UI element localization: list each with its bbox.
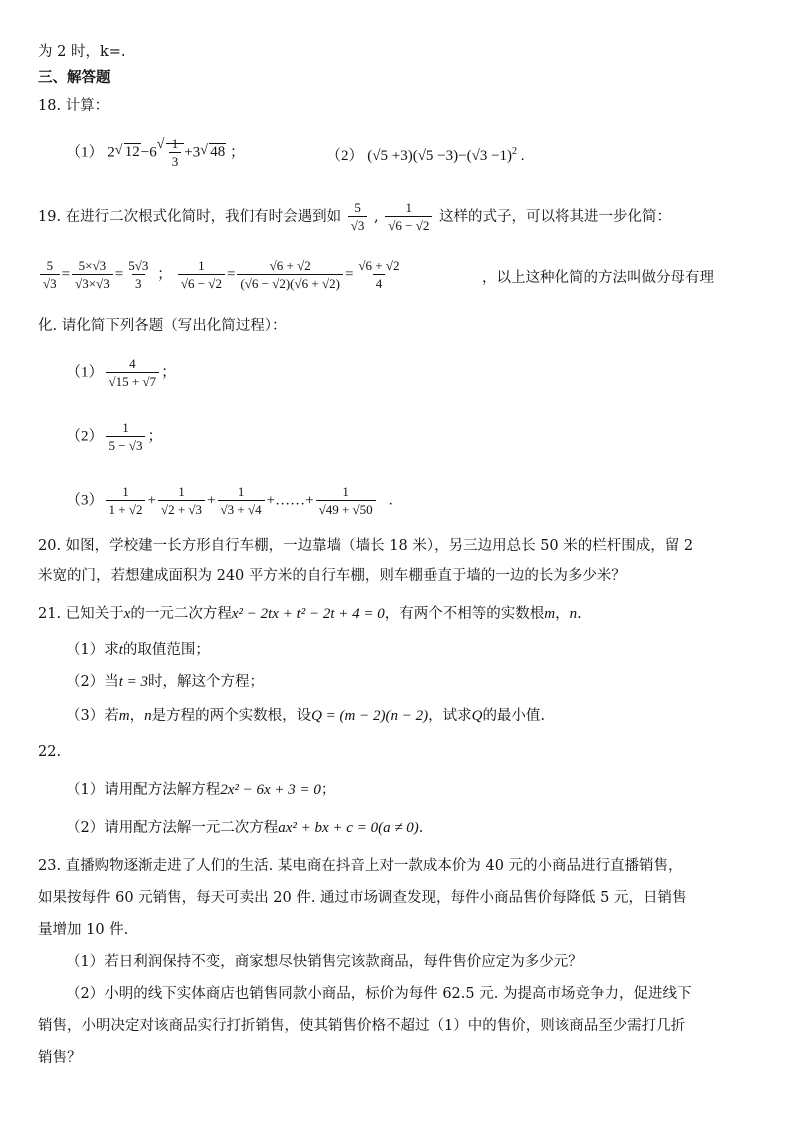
q19-p2-label: （2） <box>66 428 104 445</box>
q19-part1: （1） $\frac{4}{√15 + √7}$ ； <box>66 356 177 389</box>
q18-p2-sup: 2 <box>512 146 518 157</box>
q18-p1-tail: ； <box>229 144 245 161</box>
q19-stem-a: 19. 在进行二次根式化简时，我们有时会遇到如 <box>38 209 342 225</box>
sqrt-frac: √ $\frac{1}{3}$ <box>157 136 185 170</box>
sqrt-48: √ 48 <box>200 142 226 162</box>
q19-d-frac1: $\frac{5}{√3}$ <box>40 258 60 292</box>
q18-p2-expr: (√5 +3)(√5 −3)−(√3 −1) <box>367 148 513 164</box>
q19-derivation: $\frac{5}{√3}$ = $\frac{5\times√3}{√3\times√3}$ = $\frac{5√3}{3}$ ； $\frac{1}{√6 - √2}$ = $\frac{√6 + √2}{(√6 - √2)(√6 + √2)}$ = $\frac{√6 + √2}{4}$ <box>38 258 405 292</box>
q19-example-frac2: $\frac{1}{√6 - √2}$ <box>385 200 432 234</box>
q19-stem: 19. 在进行二次根式化简时，我们有时会遇到如 $\frac{5}{√3}$ , $\frac{1}{√6 - √2}$ 这样的式子，可以将其进一步化简： <box>38 200 671 233</box>
q18-part2 <box>326 142 525 166</box>
q21-part1: （1）求t的取值范围； <box>66 642 210 658</box>
q19-p3-label: （3） <box>66 492 104 509</box>
q19-example-frac1: $\frac{5}{√3}$ <box>348 200 368 234</box>
q21-part2: （2）当t = 3时，解这个方程； <box>66 674 265 690</box>
q22-part2: （2）请用配方法解一元二次方程ax² + bx + c = 0(a ≠ 0). <box>66 820 424 836</box>
q20-line1: 20. 如图，学校建一长方形自行车棚，一边靠墙（墙长 18 米），另三边用总长 50 米的栏杆围成，留 2 <box>38 538 694 554</box>
q19-mid: ，以上这种化简的方法叫做分母有理 <box>482 270 714 286</box>
q18-p1-label: （1） <box>66 144 104 161</box>
q23-part1: （1）若日利润保持不变，商家想尽快销售完该款商品，每件售价应定为多少元？ <box>66 954 583 970</box>
section-heading: 三、解答题 <box>38 69 111 86</box>
q21-part3: （3）若m，n是方程的两个实数根，设Q = (m − 2)(n − 2)，试求Q的最小值. <box>66 708 546 724</box>
q23-line2: 如果按每件 60 元销售，每天可卖出 20 件. 通过市场调查发现，每件小商品售价每降低 5 元，日销售 <box>38 890 687 906</box>
q20-line2: 米宽的门，若想建成面积为 240 平方米的自行车棚，则车棚垂直于墙的一边的长为多少米？ <box>38 568 626 584</box>
q19-d-frac5: $\frac{√6 + √2}{(√6 - √2)(√6 + √2)}$ <box>237 258 343 292</box>
q21-stem: 21. 已知关于x的一元二次方程x² − 2tx + t² − 2t + 4 = 0，有两个不相等的实数根m，n. <box>38 606 582 622</box>
q19-p1-label: （1） <box>66 364 104 381</box>
q23-part2-a: （2）小明的线下实体商店也销售同款小商品，标价为每件 62.5 元. 为提高市场竞争力，促进线下 <box>66 986 692 1002</box>
q22-part1: （1）请用配方法解方程2x² − 6x + 3 = 0； <box>66 782 336 798</box>
q18-stem: 18. 计算： <box>38 98 110 114</box>
q19-stem-b: 这样的式子，可以将其进一步化简： <box>438 209 671 225</box>
q19-line3: 化. 请化简下列各题（写出化简过程）： <box>38 318 287 334</box>
q19-d-frac2: $\frac{5\times√3}{√3\times√3}$ <box>72 258 113 292</box>
q19-part3: （3） $\frac{1}{1 + √2}$ + $\frac{1}{√2 + √3}$ + $\frac{1}{√3 + √4}$ +……+ $\frac{1}{√49 + √50}$ . <box>66 484 393 517</box>
q23-line3: 量增加 10 件. <box>38 922 129 938</box>
q23-part2-c: 销售？ <box>38 1050 82 1066</box>
q18-p1-coef: 2 <box>107 144 115 161</box>
q19-d-frac4: $\frac{1}{√6 - √2}$ <box>178 258 225 292</box>
q18-p2-label: （2） <box>326 148 364 164</box>
q18-p1-minus: −6 <box>140 144 157 161</box>
q18-part1 <box>66 136 245 170</box>
intro-line: 为 2 时，k=. <box>38 44 126 60</box>
q22-stem: 22. <box>38 744 62 760</box>
q18-p1-plus: +3 <box>184 144 201 161</box>
q19-d-frac6: $\frac{√6 + √2}{4}$ <box>358 258 400 291</box>
q23-part2-b: 销售，小明决定对该商品实行打折销售，使其销售价格不超过（1）中的售价，则该商品至少需打几折 <box>38 1018 686 1034</box>
sqrt-12: √ 12 <box>115 142 141 162</box>
q19-d-frac3: $\frac{5√3}{3}$ <box>128 258 149 291</box>
q19-part2: （2） $\frac{1}{5 - √3}$ ； <box>66 420 163 453</box>
q18-p2-tail: . <box>520 148 525 164</box>
q23-line1: 23. 直播购物逐渐走进了人们的生活. 某电商在抖音上对一款成本价为 40 元的小商品进行直播销售， <box>38 858 683 874</box>
